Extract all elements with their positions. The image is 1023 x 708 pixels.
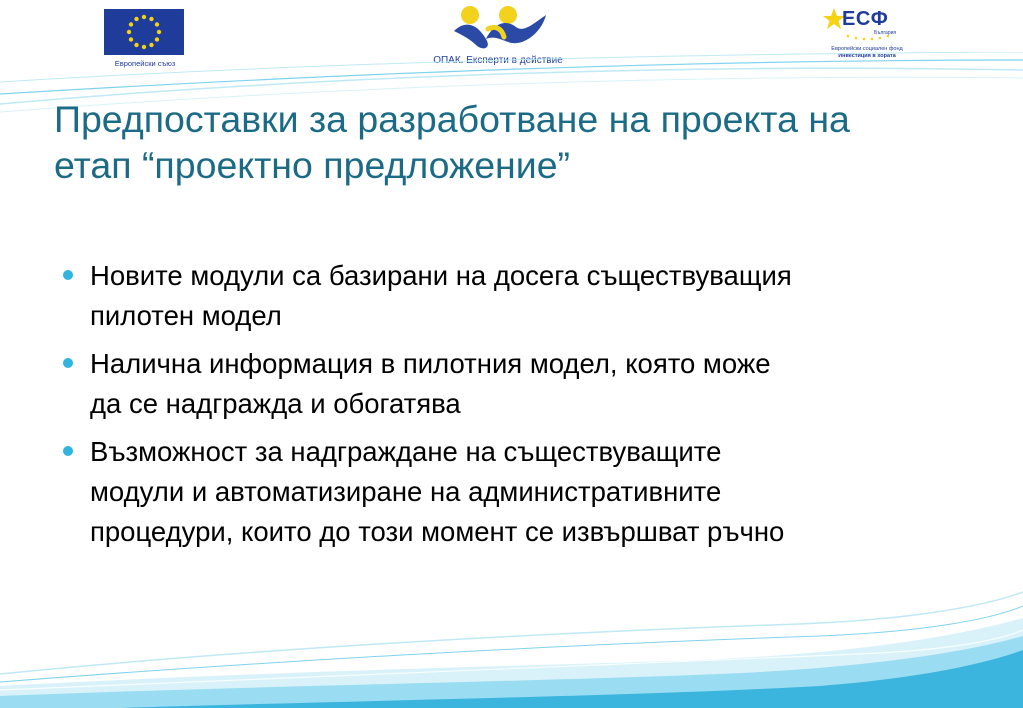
bullet-line: процедури, които до този момент се извършват ръчно: [90, 516, 785, 547]
bullet-dot-icon: [63, 270, 73, 280]
eu-flag-icon: [104, 9, 184, 55]
opak-figures-icon: [452, 5, 548, 51]
bullet-item: [62, 432, 982, 552]
bullet-item: [62, 344, 982, 424]
bullet-line: Възможност за надграждане на съществуващите: [90, 436, 722, 467]
opak-caption: ОПАК. Експерти в действие: [433, 55, 563, 66]
eu-caption: Европейски съюз: [114, 59, 176, 68]
esf-mark-text: ЕСФ: [842, 8, 889, 30]
esf-sub-text: България: [874, 30, 897, 36]
esf-caption-line2: Инвестиция в хората: [838, 53, 896, 59]
bullet-line: да се надгражда и обогатява: [90, 388, 461, 419]
slide-title-line2: етап “проектно предложение”: [54, 144, 571, 186]
bullet-line: пилотен модел: [90, 300, 282, 331]
bullet-line: модули и автоматизиране на административните: [90, 476, 722, 507]
bullet-line: Новите модули са базирани на досега съществуващия: [90, 260, 792, 291]
bullet-item: [62, 256, 982, 336]
esf-caption-line1: Европейски социален фонд: [831, 46, 903, 52]
bullet-dot-icon: [63, 358, 73, 368]
bullet-dot-icon: [63, 446, 73, 456]
bullet-list: [62, 256, 982, 560]
slide-title: [54, 96, 984, 188]
bullet-line: Налична информация в пилотния модел, която може: [90, 348, 771, 379]
bottom-wave-decoration: [0, 578, 1023, 708]
slide-title-line1: Предпоставки за разработване на проекта на: [54, 98, 850, 140]
